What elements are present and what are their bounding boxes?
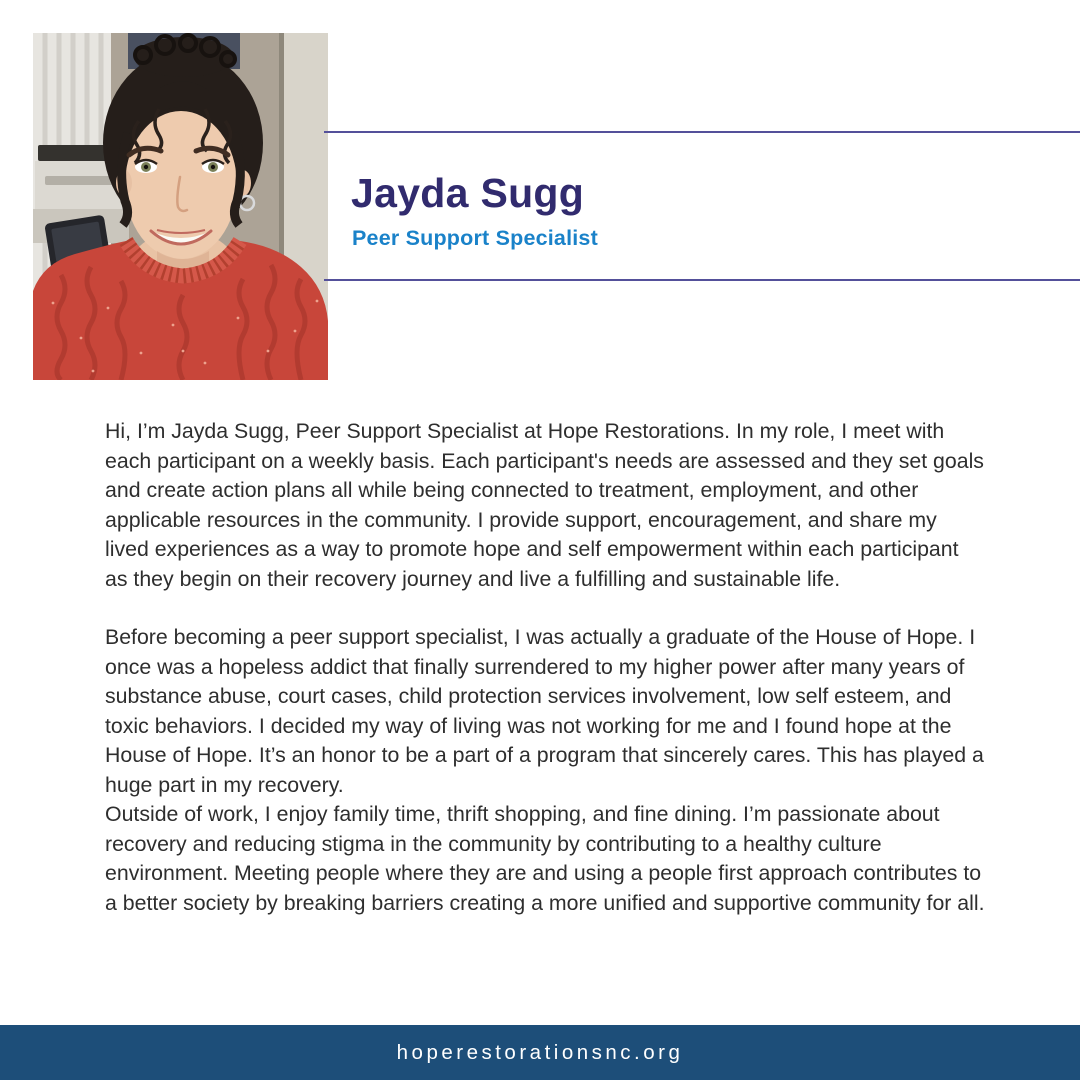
bio-paragraph-3: Outside of work, I enjoy family time, thrift shopping, and fine dining. I’m passionate about recovery and reducing stigma in the community by contributing to a healthy culture environment. Meeting people where they are and using a people first approach contributes to a better society by breaking barriers creating a more unified and supportive community for all. bbox=[105, 802, 985, 915]
bio-text bbox=[105, 417, 985, 918]
header-divider-top bbox=[324, 131, 1080, 133]
person-title: Peer Support Specialist bbox=[352, 226, 598, 250]
footer-website-url: hoperestorationsnc.org bbox=[396, 1040, 684, 1064]
bio-paragraph-2: Before becoming a peer support specialist, I was actually a graduate of the House of Hope. I once was a hopeless addict that finally surrendered to my higher power after many years of substance abuse, court cases, child protection services involvement, low self esteem, and toxic behaviors. I decided my way of living was not working for me and I found hope at the House of Hope. It’s an honor to be a part of a program that sincerely cares. This has played a huge part in my recovery. bbox=[105, 625, 984, 797]
person-name: Jayda Sugg bbox=[351, 170, 585, 216]
header-divider-bottom bbox=[324, 279, 1080, 281]
bio-paragraph-1: Hi, I’m Jayda Sugg, Peer Support Specialist at Hope Restorations. In my role, I meet with each participant on a weekly basis. Each participant's needs are assessed and they set goals and create action plans all while being connected to treatment, employment, and other applicable resources in the community. I provide support, encouragement, and share my lived experiences as a way to promote hope and self empowerment within each participant as they begin on their recovery journey and live a fulfilling and sustainable life. bbox=[105, 419, 984, 591]
footer-bar bbox=[0, 1025, 1080, 1080]
profile-photo-illustration bbox=[33, 33, 328, 380]
profile-photo bbox=[33, 33, 328, 380]
